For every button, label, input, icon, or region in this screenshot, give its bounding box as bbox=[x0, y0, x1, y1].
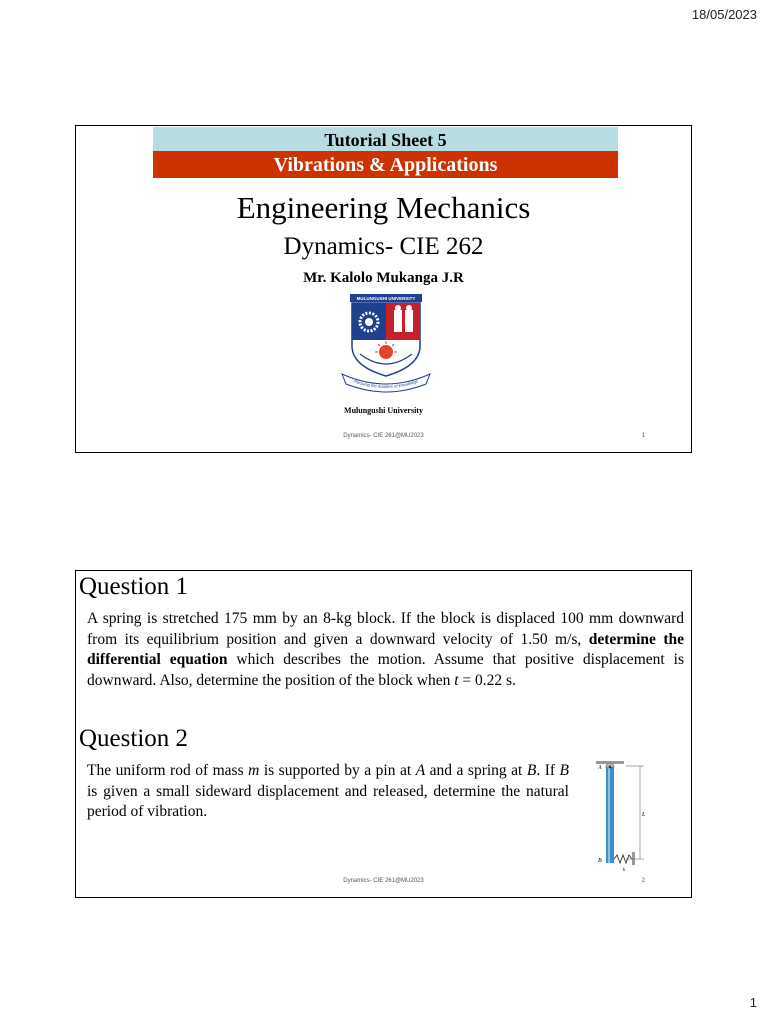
slide-number: 1 bbox=[641, 433, 645, 439]
question-1-text: A spring is stretched 175 mm by an 8-kg block. If the block is displaced 100 mm downward from its equilibrium position and given a downward velocity of 1.50 m/s, determine the differential equation which describes the motion. Assume that positive displacement is downward. Also, determine the position of the block when t = 0.22 s. bbox=[87, 610, 684, 689]
question-1-heading: Question 1 bbox=[79, 573, 189, 600]
slide-number: 2 bbox=[641, 878, 645, 884]
topic-banner: Vibrations & Applications bbox=[153, 151, 618, 178]
logo-banner-text: MULUNGUSHI UNIVERSITY bbox=[356, 296, 416, 301]
university-name: Mulungushi University bbox=[344, 406, 423, 415]
course-subtitle: Dynamics- CIE 262 bbox=[283, 233, 484, 260]
question-2-heading: Question 2 bbox=[79, 725, 189, 752]
slide-footer: Dynamics- CIE 261@MU2023 bbox=[343, 433, 424, 439]
question-1-emphasis: determine the differential equation bbox=[87, 630, 684, 668]
figure-label-b: B bbox=[598, 858, 602, 864]
slide-2 bbox=[75, 570, 692, 898]
tutorial-sheet-banner: Tutorial Sheet 5 bbox=[153, 127, 618, 151]
page-date: 18/05/2023 bbox=[691, 7, 757, 22]
page-number: 1 bbox=[749, 995, 757, 1010]
figure-label-l: L bbox=[642, 812, 646, 818]
figure-label-a: A bbox=[598, 765, 602, 771]
course-title: Engineering Mechanics bbox=[236, 190, 531, 225]
figure-label-k: k bbox=[623, 868, 626, 873]
slide-1 bbox=[75, 125, 692, 453]
logo-motto: Pursuing the frontiers of knowledge bbox=[353, 378, 419, 390]
slide-footer: Dynamics- CIE 261@MU2023 bbox=[343, 878, 424, 884]
rod-spring-figure bbox=[586, 761, 666, 876]
question-2-text: The uniform rod of mass m is supported by a pin at A and a spring at B. If B is given a small sideward displacement and released, determine the natural period of vibration. bbox=[87, 762, 570, 820]
author-name: Mr. Kalolo Mukanga J.R bbox=[303, 270, 464, 286]
university-logo bbox=[338, 294, 434, 394]
